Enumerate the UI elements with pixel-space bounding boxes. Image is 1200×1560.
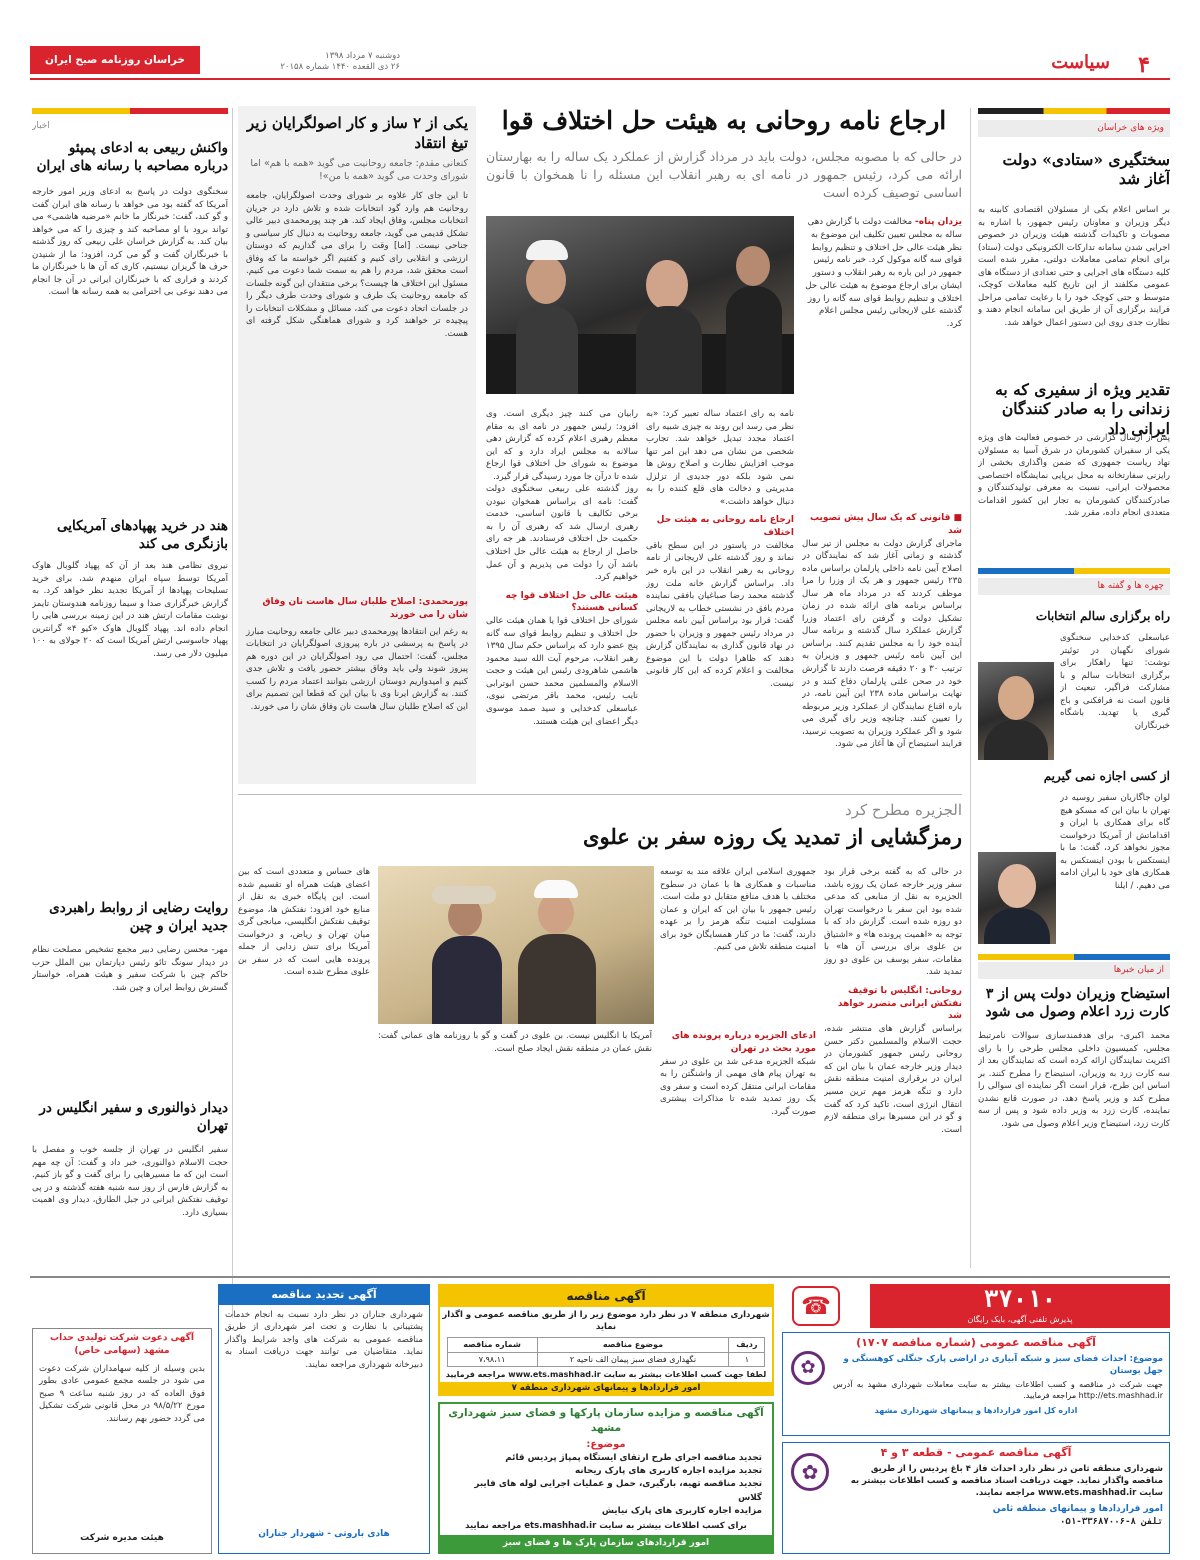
main-col-1b: ■ قانونی که یک سال پیش تصویب شد ماجرای گزارش دولت به مجلس از تیر سال گذشته و زمانی آغاز شد که نمایندگان در اصلاح آیین نامه داخلی پارلمان براساس ماده ۲۳۵ رئیس جمهور و هر یک از وزرا را مرا موظف کردند که در مرداد ماه هر سال براساس برنامه های ارائه شده در زمان تشکیل دولت و گرفتن رای اعتماد وزرا گزارش عملکرد سال گذشته و برنامه سال آینده خود را به مجلس تقدیم کنند. براساس این آیین نامه رئیس جمهور و وزیران به ترتیب ۳۰ و ۲۰ دقیقه فرصت دارند تا گزارش خود در صحن علنی پارلمان دفاع کنند و در نهایت براساس ماده ۲۳۸ این آیین نامه، در باره اقناع نمایندگان از عملکرد وزیر مربوطه را تعیین کنند. چنانچه وزیر رای گیری می شود و اگر عملکرد وزیران به تصویب نرسید، فرایند استیضاح آن ها آغاز می شود. xyxy=(802,513,962,750)
headline-china: روایت رضایی از روابط راهبردی جدید ایران و چین xyxy=(49,900,228,934)
page-header xyxy=(30,44,1170,78)
headline-uk-ambassador: دیدار ذوالنوری و سفیر انگلیس در تهران xyxy=(39,1100,228,1134)
article-impeachment: محمد اکبری- برای هدفمندسازی سوالات نامرتبط مجلس، کمیسیون داخلی مجلس طرحی را با رای اکثریت نمایندگان ارائه کرده است که نمایندگان بعد از سه کارت زرد به وزیران، استیضاح را مطرح کنند. بر اساس این طرح، قرار است اگر نماینده ای سوالی را مطرح کند و وزیر پاسخ دهد، در صورت قانع نشدن نماینده، کارت زرد به وزیر داده شود و پس از سه کارت زرد، استیضاح وزیر اعلام وصول می شود. xyxy=(978,1031,1170,1129)
ad-jenaran-tender: آگهی تجدید مناقصه شهرداری جناران در نظر دارد نسبت به انجام خدمات پشتیبانی با نظارت و تحت امر شهرداری از طریق مناقصه عمومی به شرکت های واجد شرایط واگذار نماید. متقاضیان می توانند جهت دریافت اسناد به دبیرخانه شهرداری مراجعه نمایند. هادی باروتی - شهردار جناران xyxy=(218,1284,430,1554)
article-china: مهر- محسن رضایی دبیر مجمع تشخیص مصلحت نظام در دیدار سونگ تائو رئیس دپارتمان بین الملل حزب حاکم چین با شرکت سفیر و هیئت همراه، خواستار گسترش روابط ایران و چین شد. xyxy=(32,945,228,993)
date-line: دوشنبه ۷ مرداد ۱۳۹۸ ۲۶ ذی القعده ۱۴۴۰ شماره ۲۰۱۵۸ xyxy=(280,51,400,73)
municipality-logo: ✿ xyxy=(791,1351,825,1385)
second-headline: رمزگشایی از تمدید یک روزه سفر بن علوی xyxy=(583,824,962,849)
page-number: ۴ xyxy=(1138,52,1150,78)
news-tag: اخبار xyxy=(32,121,50,131)
photo-rouhani-binalawi xyxy=(378,866,654,1024)
section-tag-news: از میان خبرها xyxy=(978,962,1170,979)
photo-rouhani-larijani xyxy=(486,216,794,394)
byline: یزدان پناه- xyxy=(915,217,962,227)
color-bar xyxy=(978,568,1170,574)
newspaper-logo: خراسان روزنامه صبح ایران xyxy=(30,46,200,74)
section-title: سیاست xyxy=(1051,52,1110,73)
ad-phone: ۳۷۰۱۰ پذیرش تلفنی آگهی، بایک رایگان ☎ xyxy=(782,1284,1170,1328)
article-election: عباسعلی کدخدایی سخنگوی شورای نگهبان در توئیتر نوشت: تنها راهکار برای برگزاری انتخابات سالم و با مشارکت فراگیر، تبعیت از قانون است نه فرافکنی و باج گیری یا تهدید. باشگاه خبرنگاران xyxy=(1060,633,1170,731)
article-india-drones: نیروی نظامی هند بعد از آن که پهپاد گلوبال هاوک آمریکا توسط سپاه ایران منهدم شد، برای خرید تسلیحات پهپادها از آمریکا تجدید نظر خواهد کرد. به گزارش خبرگزاری صدا و سیما روزنامه هندوستان تایمز نوشت مقامات ارتش هند در این زمینه بررسی هایی را انجام داده اند. پهپاد گلوبال هاوک «کیو ۴» گرانترین پهپاد جاسوسی ارتش آمریکا است که ۲۰ جولای به ۱۰۰ میلیون دلار می رسد. xyxy=(32,561,228,659)
tender-table: ردیف موضوع مناقصه شماره مناقصه ۱ نگهداری فضای سبز پیمان الف ناحیه ۲ ۷،۹۸،۱۱ xyxy=(447,1337,766,1367)
second-col-2: جمهوری اسلامی ایران علاقه مند به توسعه مناسبات و همکاری ها با عمان در سطوح مختلف با هدف منافع متقابل دو ملت است. رئیس جمهور با بیان این که ایران و عمان مسئولیت امنیت تنگه هرمز را بر عهده دارند، گفت: ما در کنار همسایگان خود برای امنیت منطقه تلاش می کنیم. xyxy=(660,867,816,953)
main-col-1: یزدان پناه- مخالفت دولت با گزارش دهی ساله به مجلس تعیین تکلیف این موضوع به نظر هیئت عالی حل اختلاف و تنظیم روابط قوای سه گانه موکول کرد. خبر نامه رئیس جمهور در این باره به رهبر انقلاب و دستور ایشان برای ارجاع موضوع به هیئت عالی حل اختلاف و تنظیم روابط قوای سه گانه را روز گذشته علی لاریجانی رئیس مجلس اعلام کرد. xyxy=(805,217,962,330)
section-tag-khorasan: ویژه های خراسان xyxy=(978,120,1170,137)
color-bar xyxy=(32,108,228,114)
ad-parks-tender: آگهی مناقصه و مزایده سازمان پارکها و فضای سبز شهرداری مشهد موضوع: تجدید مناقصه اجرای طرح ارتقای ایستگاه پمپاژ پردیس قائم تجدید مزایده اجاره کاربری های پارک ریحانه تجدید مناقصه تهیه، بارگیری، حمل و عملیات اجرایی لوله های فایبر گلاس مزایده اجاره کاربری های پارک نیایش برای کسب اطلاعات بیشتر به سایت ets.mashhad.ir مراجعه نمایید امور قراردادهای سازمان پارک ها و فضای سبز xyxy=(438,1402,774,1554)
headline-election: راه برگزاری سالم انتخابات xyxy=(1035,609,1170,623)
ad-tender-district7: آگهی مناقصه شهرداری منطقه ۷ در نظر دارد موضوع زیر را از طریق مناقصه عمومی و اگذار نماید ردیف موضوع مناقصه شماره مناقصه ۱ نگهداری فضای سبز پیمان الف ناحیه ۲ ۷،۹۸،۱۱ لطفا جهت کسب اطلاعات بیشتر به سایت www.ets.mashhad.ir مراجعه فرمایید امور قراردادها و پیمانهای شهرداری منطقه ۷ xyxy=(438,1284,774,1396)
headline-pompeo: واکنش ربیعی به ادعای پمپئو درباره مصاحبه با رسانه های ایران xyxy=(36,140,228,174)
story-rule xyxy=(238,794,962,795)
ad-tender-plots: آگهی مناقصه عمومی - قطعه ۳ و ۴ شهرداری منطقه ثامن در نظر دارد احداث فاز ۴ باغ پردیس را از طریق مناقصه واگذار نماید. جهت دریافت اسناد مناقصه و کسب اطلاعات بیشتر به سایت www.ets.mashhad.ir مراجعه نمایند. امور قراردادها و پیمانهای منطقه ثامن تلفن ۸-۳۳۶۸۷۰۰۶-۰۵۱ ✿ xyxy=(782,1442,1170,1554)
second-col-3: های حساس و متعددی است که بین اعضای هیئت همراه او تقسیم شده است. این پایگاه خبری به نقل از منابع خود افزود: نفتکش ها، موضوع توقیف نفتکش انگلیسی، میانجی گری میان تهران و ریاض، و درخواست آمریکا برای تنش زدایی از جمله پرونده هایی است که در سفر بن علوی مطرح شده است. xyxy=(238,867,370,978)
ad-tender-1707: آگهی مناقصه عمومی (شماره مناقصه ۱۷۰۷) موضوع: احداث فضای سبز و شبکه آبیاری در اراضی پارک جنگلی کوهسنگی و جهل بوستان جهت شرکت در مناقصه و کسب اطلاعات بیشتر به سایت معاملات شهرداری مشهد به آدرس http://ets.mashhad.ir مراجعه فرمایید. اداره کل امور قراردادها و پیمانهای شهرداری مشهد ✿ xyxy=(782,1332,1170,1436)
phone-icon: ☎ xyxy=(792,1286,840,1326)
main-col-2: نامه به رای اعتماد ساله تعبیر کرد: «به نظر می رسد این روند به چیزی شبیه رای اعتماد مجدد تبدیل خواهد شد. تجارب شخصی من نشان می دهد این امر تنها موجب افزایش نظارت و اصلاح روش ها نمی شود بلکه دور جدیدی از تزلزل مدیریتی و دخالت های قلع کننده را به دنبال خواهد داشت.» ارجاع نامه روحانی به هیئت حل اختلاف مخالفت در پاستور در این سطح باقی نماند و روز گذشته علی لاریجانی از نامه روحانی به رهبر انقلاب در این باره خبر داد. براساس گزارش خانه ملت روز گذشته محمد رضا صباغیان بافقی نماینده مردم بافق در نشستی خطاب به لاریجانی گفت: قرار بود براساس آیین نامه مجلس در مرداد رئیس جمهور و وزیران با حضور در نهاد قانون گذاری به نمایندگان گزارش دهند که ظاهرا دولت با این موضوع مخالفت و اعلام کرده که این کار قانونی نیست. xyxy=(646,409,794,689)
article-ambassador: پس از ارسال گزارشی در خصوص فعالیت های ویژه یکی از سفیران کشورمان در شرق آسیا به مسئولان نهاد ریاست جمهوری که ضمن واگذاری بخشی از رایزنی سفارتخانه به محل برپایی نمایشگاه اختصاصی محصولات ایرانی، نسبت به معرفی تولیدکنندگان و صادرکنندگان کشورمان به تجار این کشور اقدامات متعددی انجام داده، مقرر شد. xyxy=(978,433,1170,519)
principlists-body: تا این جای کار علاوه بر شورای وحدت اصولگرایان، جامعه روحانیت هم وارد گود انتخابات شده و تلاش دارد در جریان انتخابات مجلس، وفاق ایجاد کند. هر چند پورمحمدی دبیر عالی تشکل قدیمی می گوید، جامعه روحانیت به دنبال کار سیاسی و جناحی نیست. [اما] وقت را برای می گذاریم که دوستان ارزشی و انقلابی رای کنیم و کفتیم اگر خواسته ما که وفاق است محقق شد، مردم را هم به سمت شما دعوت می کنیم. مسئول این اختلاف ها چیست؟ برخی منتقدان این گونه جلسات که جامعه روحانیت یک طرف و شورای وحدت طرف دیگر را در جلسات اتحاد دعوت می کند، مسائل و مشکلات انتخابات را پیچیده تر خواهند کرد و شورای هماهنگی شکل گرفته ای هست. xyxy=(246,190,468,339)
headline-impeachment: استیضاح وزیران دولت پس از ۳ کارت زرد اعلام وصول می شود xyxy=(985,986,1170,1020)
headline-ambassador: تقدیر ویژه از سفیری که به زندانی را به صادر کنندگان ایرانی داد xyxy=(995,380,1170,438)
headline-india-drones: هند در خرید پهپادهای آمریکایی بازنگری می کند xyxy=(57,518,228,552)
second-col-1: در حالی که به گفته برخی قرار بود سفر وزیر خارجه عمان یک روزه باشد، الجزیره به نقل از منابعی که مدعی شده بود این سفر با درخواست تهران دو روزه شده است. گزارش داد که با توجه به «اهمیت پرونده ها» و «اشتیاق بن علوی برای بررسی آن ها» با مقامات، سفر یوسف بن علوی دو روز تمدید شد. روحانی: انگلیس با توقیف نفتکش ایرانی متضرر خواهد شد براساس گزارش های منتشر شده، حجت الاسلام والمسلمین دکتر حسن روحانی رئیس جمهور کشورمان در دیدار وزیر خارجه عمان با بیان این که ایران در برقراری امنیت منطقه نقش دارد و تنگه هرمز مهم ترین مسیر انتقال انرژی است، تاکید کرد که گفت و گو در این مسیرها برای منطقه لازم است. xyxy=(824,867,962,1135)
parks-item: تجدید مزایده اجاره کاربری های پارک ریحانه xyxy=(574,1466,762,1477)
header-rule xyxy=(30,78,1170,80)
second-col-2b: ادعای الجزیره درباره پرونده های مورد بحث در تهران شبکه الجزیره مدعی شد بن علوی در سفر به تهران پیام های مهمی از واشنگتن را به مقامات ایرانی منتقل کرده است و سفر وی یک روز تمدید شده تا مذاکرات بیشتری صورت گیرد. xyxy=(660,1031,816,1117)
municipality-logo: ✿ xyxy=(791,1453,829,1491)
principlists-lead: کنعانی مقدم: جامعه روحانیت می گوید «همه با هم» اما شورای وحدت می گوید «همه با من»! xyxy=(250,158,468,183)
ads-rule xyxy=(30,1276,1170,1278)
article-uk-ambassador: سفیر انگلیس در تهران از جلسه خوب و مفصل با حجت الاسلام ذوالنوری، خبر داد و گفت: آن چه مهم است این که ما مسیرهایی را برای گفت و گو باز کنیم. به گزارش فارس از روز سه شنبه هفته گذشته و در پی توقیف نفتکش ایرانی در جبل الطارق، دیدار وی اهمیت بسیاری دارد. xyxy=(32,1145,228,1218)
main-col-3: رابیان می کنند چیز دیگری است. وی افزود: رئیس جمهور در نامه ای به مقام معظم رهبری اعلام کرده که گزارش دهی سالانه به مجلس ایراد دارد و که این موضوع به شورای حل اختلاف قوا ارجاع شده تا درآن جا مورد رسیدگی قرار گیرد. روز گذشته علی ربیعی سخنگوی دولت گفت: نامه ای براساس همخوان نبودن برخی تکالیف با قانون اساسی، خدمت رهبری ارسال شد که رهبری آن را به حکمیت حل اختلاف فرستادند. هر جه رای حاصل از ارجاع به هیئت عالی حل اختلاف باشد آن را دولت می پذیریم و آن عمل خواهیم کرد. هیئت عالی حل اختلاف قوا چه کسانی هستند؟ شورای حل اختلاف قوا یا همان هیئت عالی حل اختلاف و تنظیم روابط قوای سه گانه پنج عضو دارد که براساس حکم سال ۱۳۹۵ رهبر انقلاب، مرحوم آیت الله سید محمود هاشمی شاهرودی رئیس این هیئت و حجت الاسلام والمسلمین محمد حسن ابوترابی نایب رئیس، محمد باقر مرتضی نبوی، عباسعلی کدخدایی و سید صمد موسوی دیگر اعضای این هیئت هستند. xyxy=(486,409,638,727)
column-divider xyxy=(232,108,233,1318)
second-kicker: الجزیره مطرح کرد xyxy=(845,801,962,819)
parks-item: مزایده اجاره کاربری های پارک نیایش xyxy=(601,1505,762,1516)
headline-setad: سختگیری «ستادی» دولت آغاز شد xyxy=(1002,150,1170,189)
ad-hadab-meeting: آگهی دعوت شرکت تولیدی حداب مشهد (سهامی خاص) بدین وسیله از کلیه سهامداران شرکت دعوت می شود در جلسه مجمع عمومی عادی بطور فوق العاده که در روز شنبه ساعت ۹ صبح مورخ ۹۸/۵/۲۲ در محل قانونی شرکت تشکیل می گردد حضور بهم رسانند. هیئت مدیره شرکت xyxy=(32,1328,212,1554)
color-bar xyxy=(978,108,1170,114)
principlists-sub: پورمحمدی: اصلاح طلبان سال هاست نان وفاق شان را می خورند xyxy=(262,596,468,620)
portrait-kadkhodaei xyxy=(978,662,1054,760)
principlists-box xyxy=(238,106,476,784)
column-divider xyxy=(970,108,971,1268)
section-tag-faces: چهره ها و گفته ها xyxy=(978,578,1170,595)
article-setad: بر اساس اعلام یکی از مسئولان اقتصادی کابینه به دیگر وزیران و معاونان رئیس جمهور، با اشاره به مصوبات و تاکیدات گذشته هیئت وزیران در خصوص اجرایی شدن سامانه تدارکات الکترونیکی دولت (ستاد) برای انجام تمامی معاملات دولتی، مقرر شده است کلیه دستگاه های اجرایی و حتی تعدادی از دستگاه های عمومی مکلفند از این تاریخ کلیه معاملات کوچک، متوسط و حتی کوچک خود را با رعایت تمامی مراحل فرایند برگزاری آن از طریق این سامانه انجام دهند و نظارت جدی روی این دستور اعمال خواهد شد. xyxy=(978,205,1170,328)
article-pompeo: سخنگوی دولت در پاسخ به ادعای وزیر امور خارجه آمریکا که گفته بود می خواهد با رسانه های ایران گفت و گو کند، گفت: خبرنگار ما خانم «مرضیه هاشمی» می تواند برود با او مصاحبه کند و چیزی را که می خواهد بیان کند. به گزارش خراسان علی ربیعی که روز گذشته با خبرنگاران گفت و گو می کرد، افزود: ما از شنیدن حرف ها گریزان نیستیم، کاری که آن ها با خبرنگاران ما کردند و فراری که با خبرنگاران ایرانی در آن جا انجام می دهند نوعی بی احترامی به همه رسانه ها است. xyxy=(32,187,228,298)
parks-item: تجدید مناقصه اجرای طرح ارتقای ایستگاه پمپاژ پردیس قائم xyxy=(505,1453,762,1463)
headline-permission: از کسی اجازه نمی گیریم xyxy=(1043,769,1170,783)
principlists-body2: به رغم این انتقادها پورمحمدی دبیر عالی جامعه روحانیت مبارز در پاسخ به پرسشی در باره پیروزی اصولگرایان در انتخابات مجلس، گفت: احتمال می رود اصولگرایان در این دوره هم پیروز شوند ولی باید وفاق بیشتر حضور یافت و تلاش جدی کنیم و امیدواریم دوستان ارزشی بتوانند اعتماد مردم را کسب کنند. به گزارش ایرنا وی با بیان این که قطعا این تصمیم برای این که اصلاح طلبان سال هاست نان وفاق شان را می خورند. xyxy=(246,626,468,712)
color-bar xyxy=(978,954,1170,960)
portrait-jagaryan xyxy=(978,852,1056,944)
main-headline: ارجاع نامه روحانی به هیئت حل اختلاف قوا xyxy=(501,106,947,135)
article-permission: لوان جاگاریان سفیر روسیه در تهران با بیان این که مسکو هیچ گاه برای همکاری با ایران و اقداماتش از آمریکا درخواست مجوز نخواهد کرد، گفت: ما با اینستکس با بودن اینستکس به همکاری های خود با ایران ادامه می دهیم. / ایلنا xyxy=(1060,793,1170,891)
second-col-3b: آمریکا با انگلیس نیست. بن علوی در گفت و گو با روزنامه های عمانی گفت: نقش عمان در منطقه نقش ایجاد صلح است. xyxy=(378,1031,652,1054)
main-lead: در حالی که با مصوبه مجلس، دولت باید در مرداد گزارش از عملکرد یک ساله را به بهارستان ارائه می کرد، رئیس جمهور در نامه ای به رهبر انقلاب این مسئله را نا همخوان با قانون اساسی توصیف کرده است xyxy=(486,149,962,201)
parks-item: تجدید مناقصه تهیه، بارگیری، حمل و عملیات اجرایی لوله های فایبر گلاس xyxy=(474,1479,762,1503)
principlists-headline: یکی از ۲ ساز و کار اصولگرایان زیر تیغ انتقاد xyxy=(247,114,468,152)
